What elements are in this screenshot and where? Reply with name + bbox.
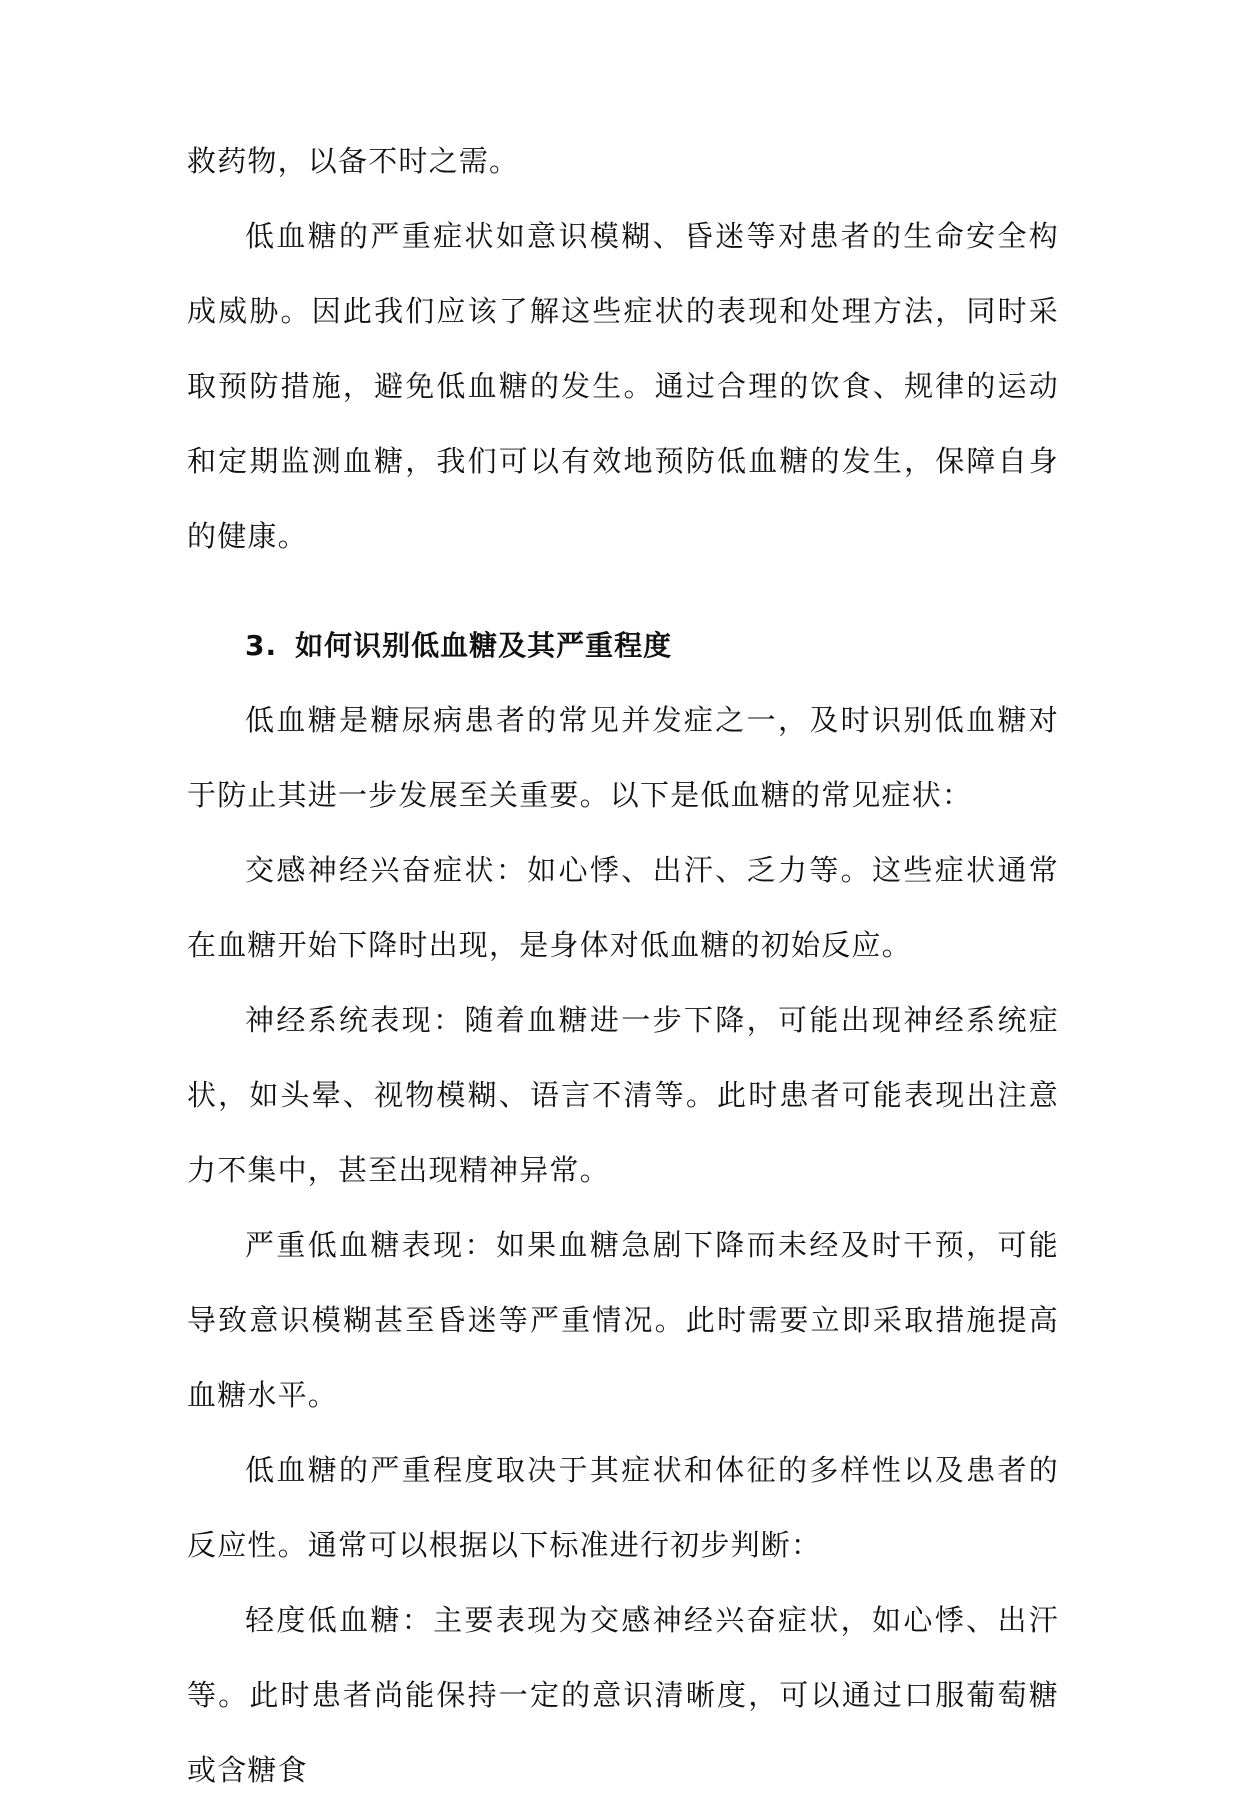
section-number: 3. [245,629,278,662]
paragraph-neurological-symptoms: 神经系统表现：随着血糖进一步下降，可能出现神经系统症状，如头晕、视物模糊、语言不清等。此时患者可能表现出注意力不集中，甚至出现精神异常。 [187,1003,1059,1187]
document-page [187,124,1059,1808]
paragraph-intro: 低血糖是糖尿病患者的常见并发症之一，及时识别低血糖对于防止其进一步发展至关重要。以下是低血糖的常见症状： [187,703,1059,812]
section-title: 如何识别低血糖及其严重程度 [295,629,673,662]
paragraph-severe-symptoms: 低血糖的严重症状如意识模糊、昏迷等对患者的生命安全构成威胁。因此我们应该了解这些症状的表现和处理方法，同时采取预防措施，避免低血糖的发生。通过合理的饮食、规律的运动和定期监测血糖，我们可以有效地预防低血糖的发生，保障自身的健康。 [187,219,1059,553]
paragraph-severity-criteria: 低血糖的严重程度取决于其症状和体征的多样性以及患者的反应性。通常可以根据以下标准进行初步判断： [187,1453,1059,1562]
paragraph-sympathetic-symptoms: 交感神经兴奋症状：如心悸、出汗、乏力等。这些症状通常在血糖开始下降时出现，是身体对低血糖的初始反应。 [187,853,1059,962]
paragraph-mild-hypoglycemia: 轻度低血糖：主要表现为交感神经兴奋症状，如心悸、出汗等。此时患者尚能保持一定的意识清晰度，可以通过口服葡萄糖或含糖食 [187,1603,1059,1787]
section-heading [187,608,1059,683]
paragraph-continuation: 救药物，以备不时之需。 [187,144,520,178]
paragraph-severe-hypoglycemia: 严重低血糖表现：如果血糖急剧下降而未经及时干预，可能导致意识模糊甚至昏迷等严重情况。此时需要立即采取措施提高血糖水平。 [187,1228,1059,1412]
